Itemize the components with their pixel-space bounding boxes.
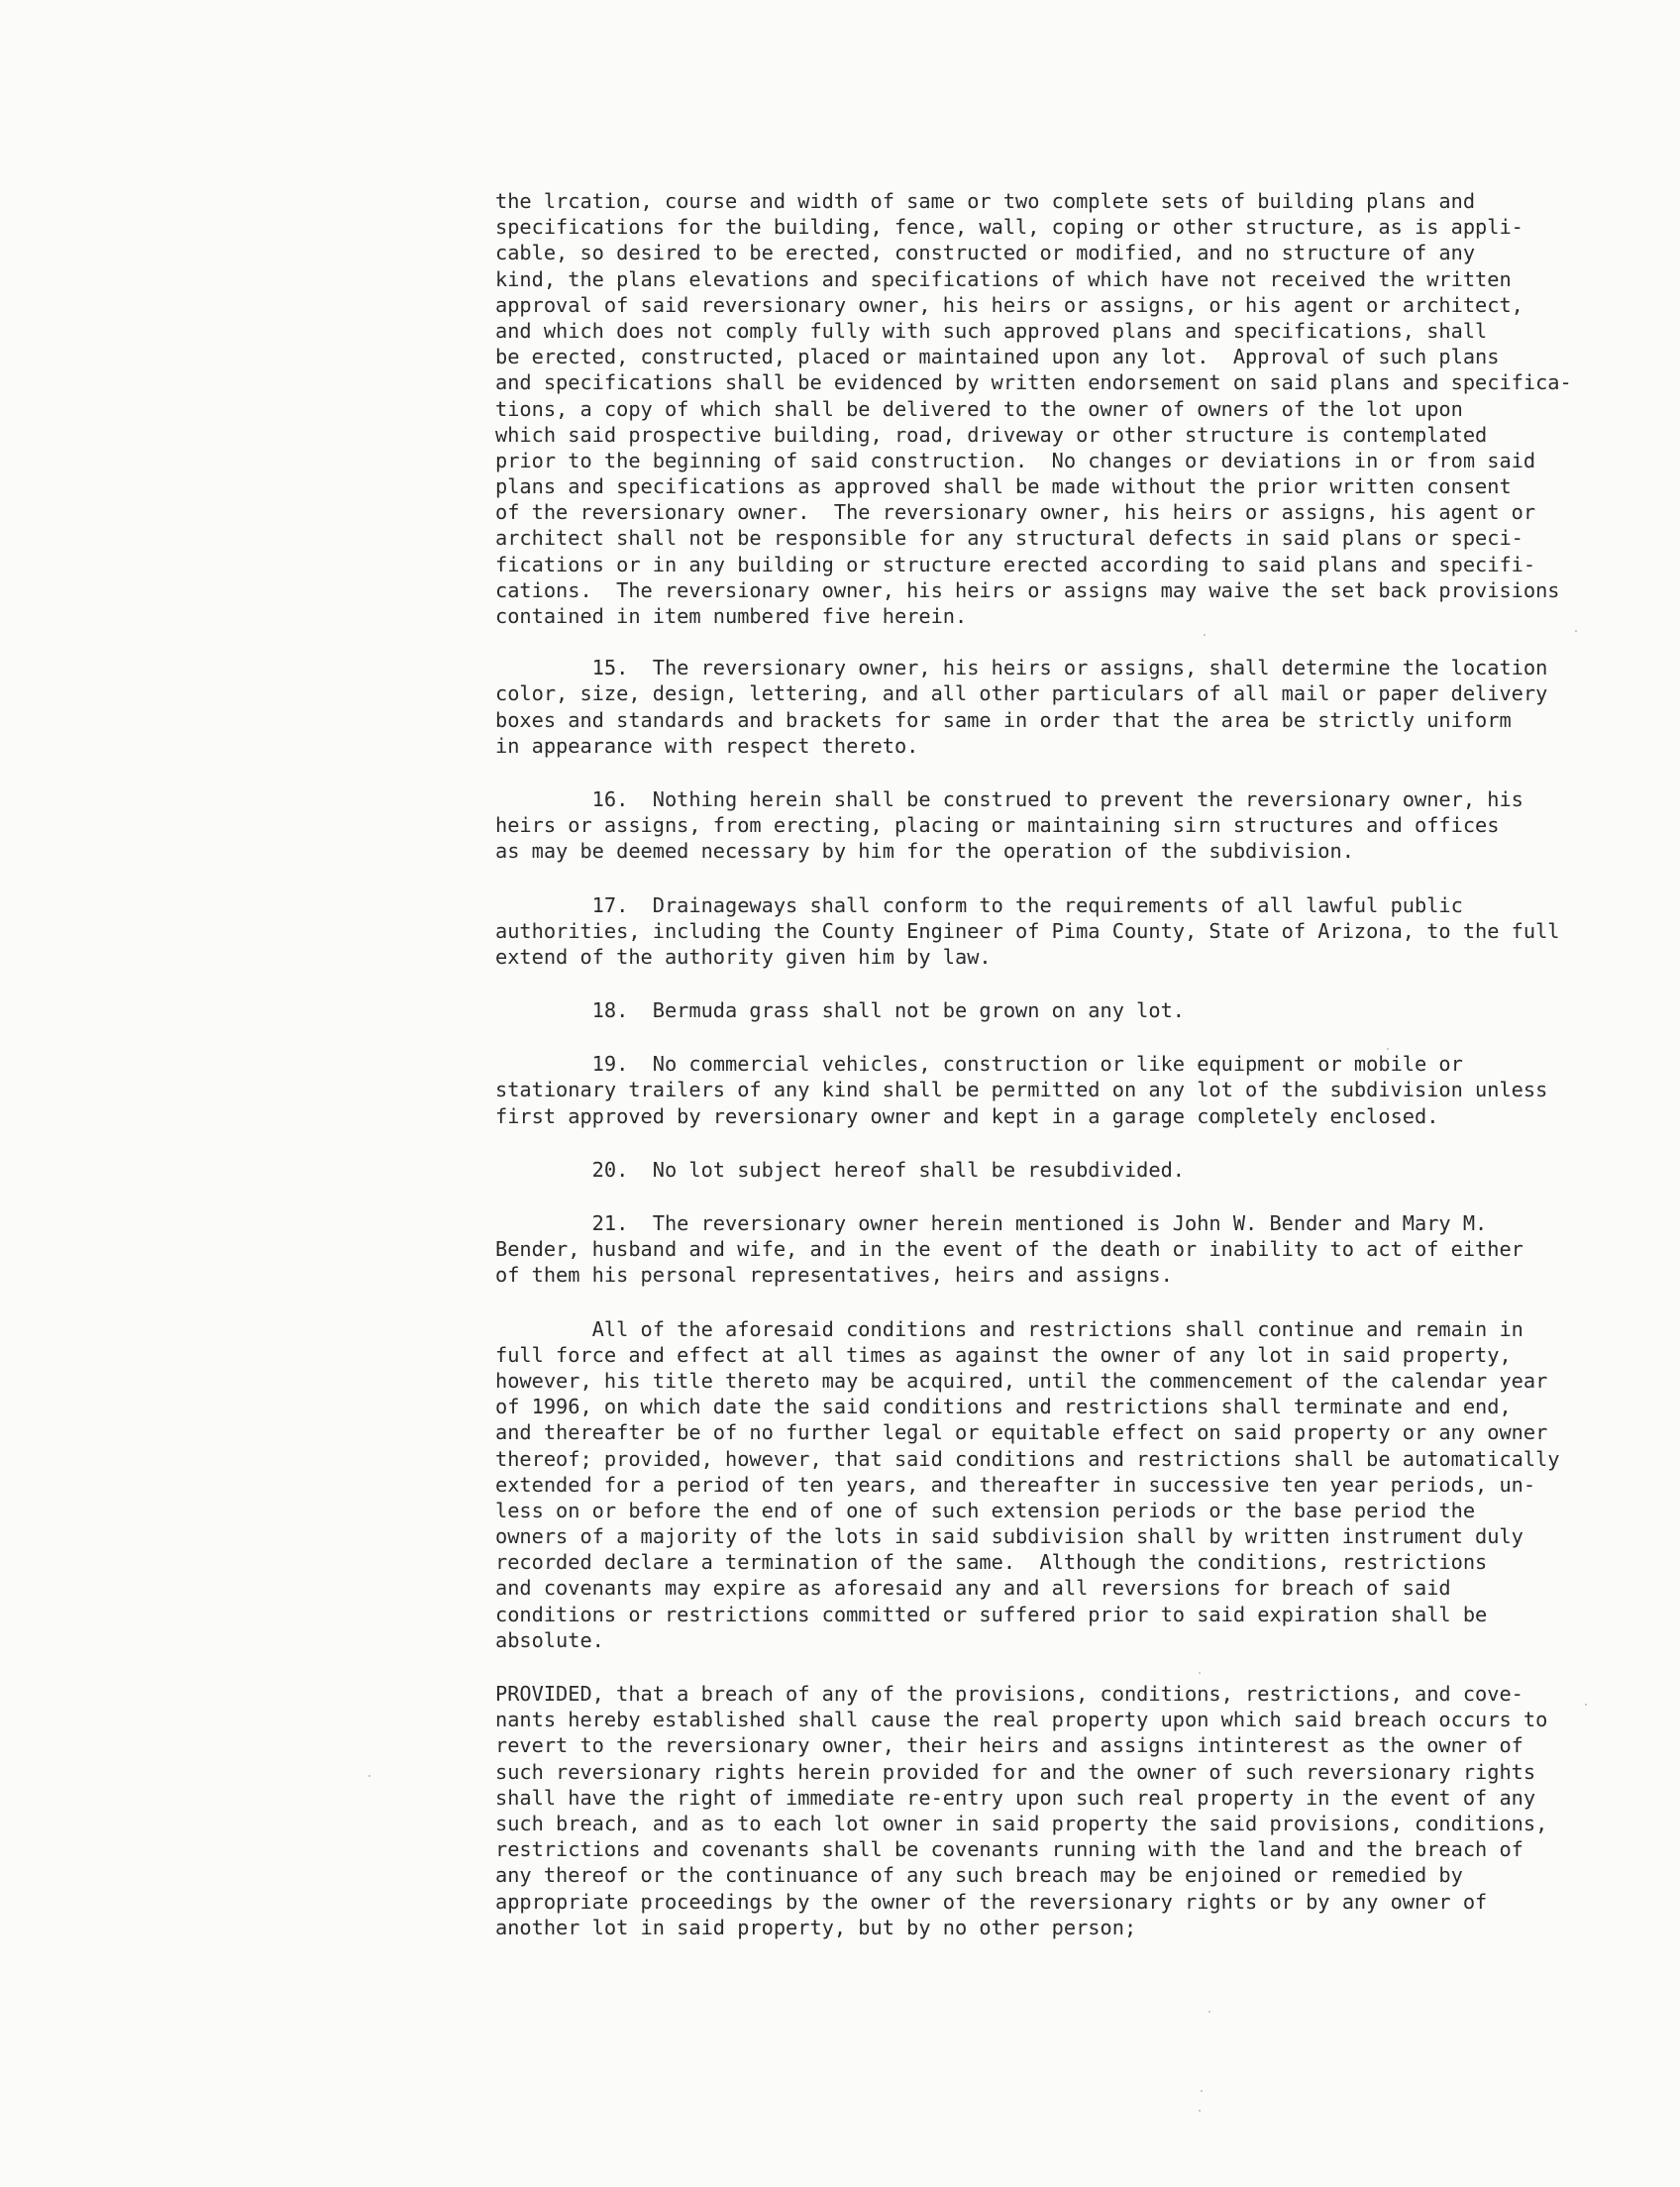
typed-text-body [495, 188, 1664, 1940]
text-line: color, size, design, lettering, and all other particulars of all mail or paper delivery [495, 681, 1548, 706]
scan-speck [1585, 1704, 1587, 1706]
text-line: All of the aforesaid conditions and restrictions shall continue and remain in [495, 1316, 1523, 1341]
text-line: 21. The reversionary owner herein mentioned is John W. Bender and Mary M. [495, 1211, 1488, 1235]
paragraph-plans-approval [495, 188, 1664, 629]
paragraph-item-20 [495, 1157, 1664, 1183]
paragraph-provided [495, 1681, 1664, 1940]
text-line: stationary trailers of any kind shall be permitted on any lot of the subdivision unless [495, 1078, 1548, 1102]
text-line: less on or before the end of one of such extension periods or the base period the [495, 1498, 1476, 1522]
text-line: 19. No commercial vehicles, construction or like equipment or mobile or [495, 1052, 1463, 1077]
text-line: be erected, constructed, placed or maintained upon any lot. Approval of such plans [495, 345, 1500, 369]
text-line: 16. Nothing herein shall be construed to prevent the reversionary owner, his [495, 786, 1523, 811]
scan-speck [1199, 2110, 1201, 2112]
text-line: authorities, including the County Engineer of Pima County, State of Arizona, to the full [495, 918, 1560, 943]
text-line: any thereof or the continuance of any such breach may be enjoined or remedied by [495, 1863, 1463, 1888]
text-line: however, his title thereto may be acquired, until the commencement of the calendar year [495, 1368, 1548, 1393]
text-line: the lrcation, course and width of same or two complete sets of building plans and [495, 189, 1476, 213]
scan-speck [1199, 1672, 1201, 1674]
text-line: appropriate proceedings by the owner of the reversionary rights or by any owner of [495, 1889, 1488, 1914]
text-line: extend of the authority given him by law. [495, 944, 992, 969]
text-line: absolute. [495, 1627, 604, 1652]
text-line: nants hereby established shall cause the real property upon which said breach occurs to [495, 1708, 1548, 1732]
text-line: Bender, husband and wife, and in the event of the death or inability to act of either [495, 1237, 1523, 1262]
paragraph-item-15 [495, 655, 1664, 759]
text-line: revert to the reversionary owner, their heirs and assigns intinterest as the owner of [495, 1733, 1523, 1758]
text-line: of them his personal representatives, heirs and assigns. [495, 1263, 1173, 1288]
paragraph-item-21 [495, 1210, 1664, 1289]
text-line: in appearance with respect thereto. [495, 733, 919, 758]
text-line: owners of a majority of the lots in said subdivision shall by written instrument duly [495, 1524, 1523, 1549]
scan-speck [1208, 2011, 1210, 2013]
text-line: shall have the right of immediate re-entry upon such real property in the event of any [495, 1785, 1536, 1810]
text-line: tions, a copy of which shall be delivered to the owner of owners of the lot upon [495, 396, 1463, 421]
scan-speck [1387, 1048, 1389, 1050]
text-line: 20. No lot subject hereof shall be resubdivided. [495, 1157, 1185, 1182]
text-line: boxes and standards and brackets for same in order that the area be strictly uniform [495, 707, 1512, 732]
text-line: recorded declare a termination of the same. Although the conditions, restrictions [495, 1550, 1488, 1575]
text-line: prior to the beginning of said construction. No changes or deviations in or from said [495, 448, 1536, 472]
text-line: which said prospective building, road, driveway or other structure is contemplated [495, 422, 1488, 447]
paragraph-item-19 [495, 1051, 1664, 1129]
text-line: kind, the plans elevations and specifications of which have not received the written [495, 266, 1512, 291]
paragraph-item-17 [495, 892, 1664, 971]
paragraph-item-16 [495, 786, 1664, 865]
text-line: cable, so desired to be erected, constructed or modified, and no structure of any [495, 241, 1476, 265]
text-line: and specifications shall be evidenced by written endorsement on said plans and specifica- [495, 370, 1572, 395]
scan-speck [1204, 634, 1206, 636]
text-line: extended for a period of ten years, and thereafter in successive ten year periods, un- [495, 1472, 1536, 1497]
text-line: plans and specifications as approved shall be made without the prior written consent [495, 474, 1512, 499]
text-line: thereof; provided, however, that said conditions and restrictions shall be automatically [495, 1446, 1560, 1471]
text-line: of 1996, on which date the said conditions and restrictions shall terminate and end, [495, 1395, 1512, 1419]
text-line: and covenants may expire as aforesaid any and all reversions for breach of said [495, 1576, 1451, 1601]
text-line: specifications for the building, fence, wall, coping or other structure, as is appli- [495, 215, 1523, 240]
text-line: fications or in any building or structure erected according to said plans and specifi- [495, 552, 1536, 576]
text-line: such reversionary rights herein provided for and the owner of such reversionary rights [495, 1759, 1536, 1784]
text-line: 18. Bermuda grass shall not be grown on any lot. [495, 998, 1185, 1023]
text-line: of the reversionary owner. The reversionary owner, his heirs or assigns, his agent or [495, 500, 1536, 525]
text-line: approval of said reversionary owner, his heirs or assigns, or his agent or architect, [495, 292, 1523, 317]
text-line: another lot in said property, but by no other person; [495, 1915, 1137, 1939]
scan-speck [1201, 2090, 1203, 2092]
text-line: contained in item numbered five herein. [495, 604, 968, 628]
text-line: such breach, and as to each lot owner in said property the said provisions, conditions, [495, 1811, 1548, 1835]
scan-speck [368, 1775, 370, 1777]
paragraph-item-18 [495, 997, 1664, 1023]
text-line: PROVIDED, that a breach of any of the provisions, conditions, restrictions, and cove- [495, 1682, 1523, 1706]
text-line: architect shall not be responsible for any structural defects in said plans or speci- [495, 526, 1523, 551]
text-line: cations. The reversionary owner, his heirs or assigns may waive the set back provisions [495, 577, 1560, 602]
text-line: full force and effect at all times as against the owner of any lot in said property, [495, 1342, 1512, 1367]
text-line: restrictions and covenants shall be covenants running with the land and the breach of [495, 1837, 1523, 1862]
text-line: and thereafter be of no further legal or equitable effect on said property or any owner [495, 1420, 1548, 1445]
text-line: 17. Drainageways shall conform to the requirements of all lawful public [495, 892, 1463, 917]
text-line: conditions or restrictions committed or suffered prior to said expiration shall be [495, 1602, 1488, 1626]
text-line: first approved by reversionary owner and kept in a garage completely enclosed. [495, 1103, 1439, 1128]
scan-speck [1575, 630, 1577, 632]
text-line: and which does not comply fully with such approved plans and specifications, shall [495, 318, 1488, 343]
text-line: as may be deemed necessary by him for the operation of the subdivision. [495, 839, 1354, 864]
text-line: heirs or assigns, from erecting, placing or maintaining sirn structures and offices [495, 813, 1500, 838]
text-line: 15. The reversionary owner, his heirs or assigns, shall determine the location [495, 656, 1548, 680]
paragraph-duration [495, 1316, 1664, 1653]
